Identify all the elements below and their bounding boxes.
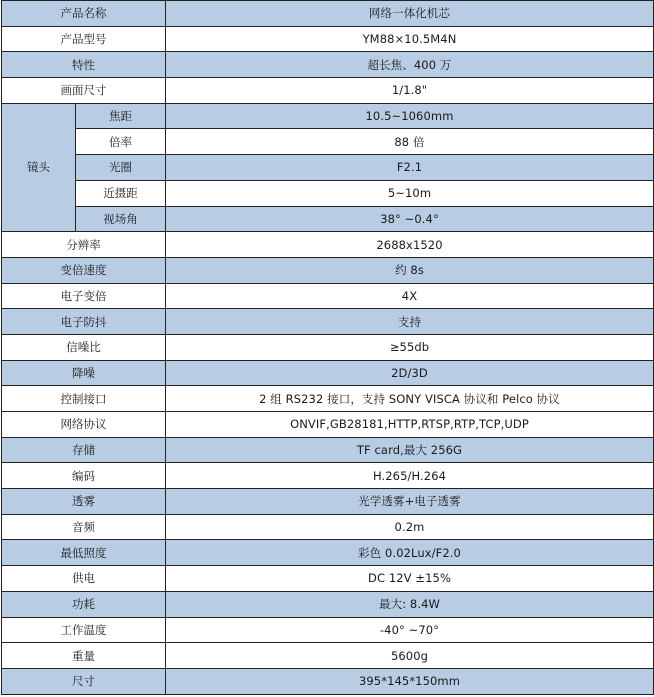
table-row	[2, 232, 654, 258]
row-label: 透雾	[2, 489, 166, 515]
table-row	[2, 437, 654, 463]
table-row	[2, 257, 654, 283]
table-row	[2, 78, 654, 104]
row-value: 4X	[166, 283, 654, 309]
row-label: 重量	[2, 643, 166, 669]
table-row	[2, 129, 654, 155]
lens-item-value: F2.1	[166, 155, 654, 181]
table-row	[2, 412, 654, 438]
lens-item-label: 视场角	[76, 206, 166, 232]
table-row	[2, 540, 654, 566]
row-value: 光学透雾+电子透雾	[166, 489, 654, 515]
row-value: 1/1.8"	[166, 78, 654, 104]
table-row	[2, 617, 654, 643]
table-row	[2, 180, 654, 206]
table-row	[2, 591, 654, 617]
table-row	[2, 514, 654, 540]
table-row	[2, 643, 654, 669]
row-label: 电子防抖	[2, 309, 166, 335]
row-label: 编码	[2, 463, 166, 489]
row-value: 2D/3D	[166, 360, 654, 386]
spec-table	[1, 0, 654, 695]
table-row	[2, 566, 654, 592]
row-label: 产品型号	[2, 26, 166, 52]
row-label: 特性	[2, 52, 166, 78]
lens-item-label: 焦距	[76, 103, 166, 129]
row-label: 产品名称	[2, 1, 166, 27]
lens-group-label: 镜头	[2, 103, 76, 231]
row-label: 画面尺寸	[2, 78, 166, 104]
table-row	[2, 463, 654, 489]
row-label: 降噪	[2, 360, 166, 386]
lens-item-label: 倍率	[76, 129, 166, 155]
row-label: 音频	[2, 514, 166, 540]
table-row	[2, 52, 654, 78]
row-label: 控制接口	[2, 386, 166, 412]
row-value: H.265/H.264	[166, 463, 654, 489]
lens-item-value: 88 倍	[166, 129, 654, 155]
row-value: 支持	[166, 309, 654, 335]
row-label: 信噪比	[2, 334, 166, 360]
table-row	[2, 155, 654, 181]
row-value: TF card,最大 256G	[166, 437, 654, 463]
row-value: 5600g	[166, 643, 654, 669]
table-row	[2, 668, 654, 694]
table-row	[2, 489, 654, 515]
table-row	[2, 309, 654, 335]
row-label: 功耗	[2, 591, 166, 617]
row-label: 变倍速度	[2, 257, 166, 283]
row-value: YM88×10.5M4N	[166, 26, 654, 52]
row-value: 最大: 8.4W	[166, 591, 654, 617]
row-value: -40° ~70°	[166, 617, 654, 643]
table-row	[2, 103, 654, 129]
row-value: 395*145*150mm	[166, 668, 654, 694]
row-label: 分辨率	[2, 232, 166, 258]
row-label: 存储	[2, 437, 166, 463]
row-value: 2688x1520	[166, 232, 654, 258]
table-row	[2, 360, 654, 386]
row-value: 彩色 0.02Lux/F2.0	[166, 540, 654, 566]
row-label: 供电	[2, 566, 166, 592]
row-value: ONVIF,GB28181,HTTP,RTSP,RTP,TCP,UDP	[166, 412, 654, 438]
row-label: 电子变倍	[2, 283, 166, 309]
row-value: 网络一体化机芯	[166, 1, 654, 27]
row-value: 2 组 RS232 接口，支持 SONY VISCA 协议和 Pelco 协议	[166, 386, 654, 412]
table-row	[2, 283, 654, 309]
row-value: 约 8s	[166, 257, 654, 283]
row-value: DC 12V ±15%	[166, 566, 654, 592]
table-row	[2, 386, 654, 412]
row-label: 工作温度	[2, 617, 166, 643]
row-value: 超长焦、400 万	[166, 52, 654, 78]
table-row	[2, 26, 654, 52]
lens-item-label: 近摄距	[76, 180, 166, 206]
lens-item-value: 5~10m	[166, 180, 654, 206]
table-row	[2, 334, 654, 360]
row-label: 尺寸	[2, 668, 166, 694]
table-row	[2, 1, 654, 27]
row-label: 最低照度	[2, 540, 166, 566]
lens-item-value: 10.5~1060mm	[166, 103, 654, 129]
lens-item-label: 光圈	[76, 155, 166, 181]
row-value: 0.2m	[166, 514, 654, 540]
row-label: 网络协议	[2, 412, 166, 438]
row-value: ≥55db	[166, 334, 654, 360]
table-row	[2, 206, 654, 232]
lens-item-value: 38° ~0.4°	[166, 206, 654, 232]
